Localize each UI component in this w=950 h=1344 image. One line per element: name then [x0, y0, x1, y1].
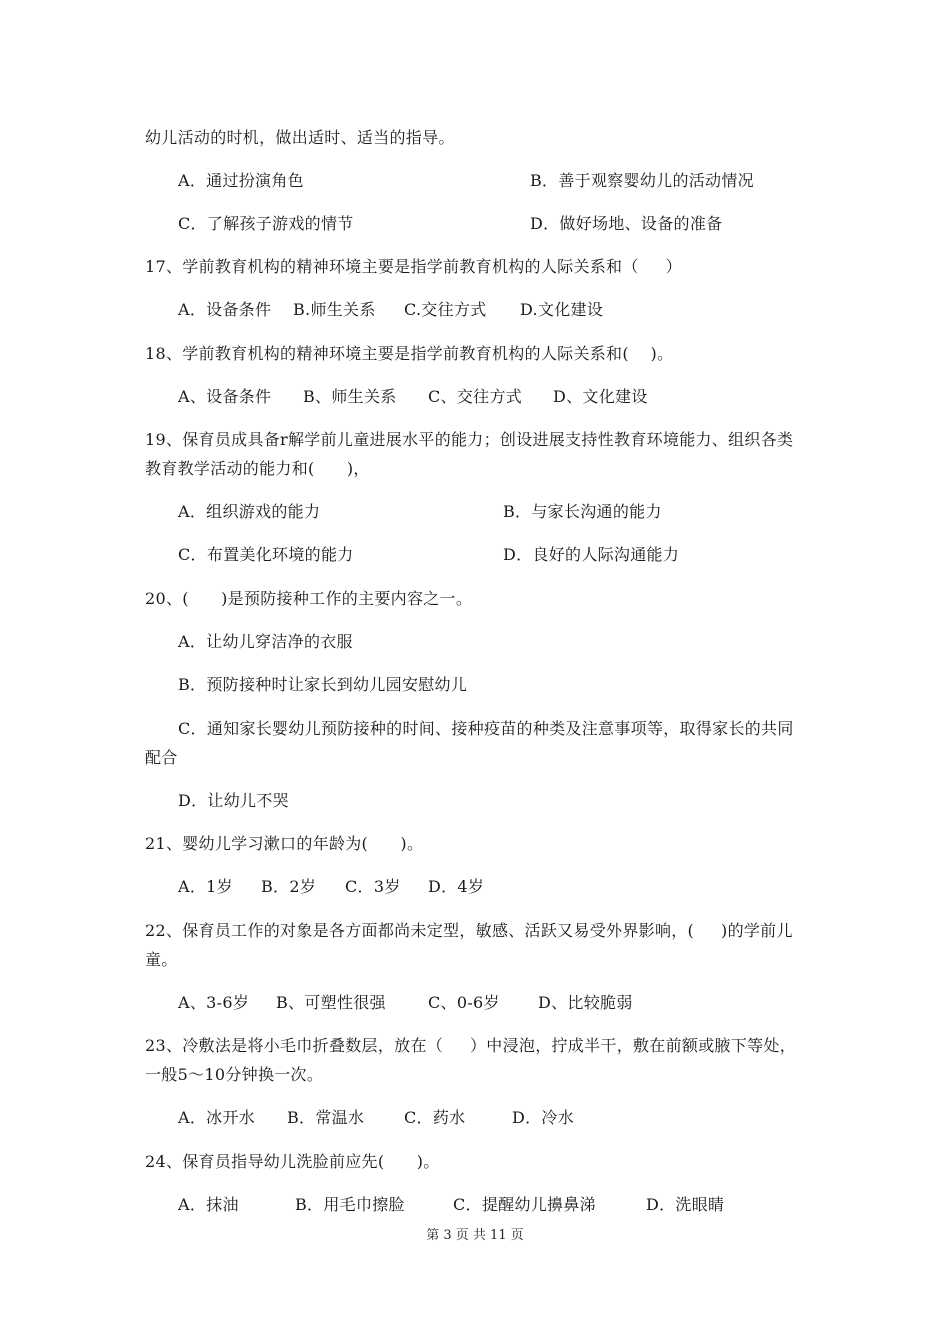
q23-option-d: D．冷水	[512, 1108, 575, 1127]
page-footer: 第 3 页 共 11 页	[426, 1228, 524, 1243]
q24-option-b: B．用毛巾擦脸	[295, 1195, 405, 1214]
q21-option-d: D．4岁	[428, 877, 485, 896]
q20-option-c-line1: C．通知家长婴幼儿预防接种的时间、接种疫苗的种类及注意事项等，取得家长的共同	[178, 719, 794, 738]
q24-option-a: A．抹油	[178, 1195, 239, 1214]
q21-stem: 21、婴幼儿学习漱口的年龄为( )。	[145, 834, 424, 853]
q23-option-a: A．冰开水	[178, 1108, 256, 1127]
q20-option-b: B．预防接种时让家长到幼儿园安慰幼儿	[178, 675, 468, 694]
q18-option-c: C、交往方式	[428, 387, 523, 406]
q19-option-b: B．与家长沟通的能力	[503, 502, 662, 521]
q20-stem: 20、( )是预防接种工作的主要内容之一。	[145, 589, 473, 608]
q17-option-a: A．设备条件	[178, 300, 272, 319]
q20-option-a: A．让幼儿穿洁净的衣服	[178, 632, 353, 651]
q24-option-c: C．提醒幼儿擤鼻涕	[453, 1195, 596, 1214]
q17-option-d: D.文化建设	[520, 300, 604, 319]
q19-option-d: D．良好的人际沟通能力	[503, 545, 680, 564]
q21-option-a: A．1岁	[178, 877, 233, 896]
q16-option-b: B．善于观察婴幼儿的活动情况	[530, 171, 754, 190]
q16-option-d: D．做好场地、设备的准备	[530, 214, 723, 233]
q23-stem-line1: 23、冷敷法是将小毛巾折叠数层，放在（ ）中浸泡，拧成半干，敷在前额或腋下等处，	[145, 1036, 796, 1055]
q18-option-d: D、文化建设	[553, 387, 648, 406]
q18-option-b: B、师生关系	[303, 387, 397, 406]
q23-option-c: C．药水	[404, 1108, 466, 1127]
q21-option-c: C．3岁	[345, 877, 401, 896]
q20-option-d: D．让幼儿不哭	[178, 791, 289, 810]
q23-option-b: B．常温水	[287, 1108, 365, 1127]
q22-option-b: B、可塑性很强	[276, 993, 386, 1012]
q19-stem-line1: 19、保育员成具备r解学前儿童进展水平的能力；创设进展支持性教育环境能力、组织各类	[145, 430, 794, 449]
q22-option-a: A、3-6岁	[178, 993, 250, 1012]
q16-option-a: A．通过扮演角色	[178, 171, 304, 190]
q22-stem-line2: 童。	[145, 950, 178, 969]
q23-stem-line2: 一般5～10分钟换一次。	[145, 1065, 324, 1084]
q24-stem: 24、保育员指导幼儿洗脸前应先( )。	[145, 1152, 440, 1171]
q17-option-b: B.师生关系	[293, 300, 376, 319]
q24-option-d: D．洗眼睛	[646, 1195, 725, 1214]
q17-option-c: C.交往方式	[404, 300, 487, 319]
intro-text: 幼儿活动的时机，做出适时、适当的指导。	[145, 128, 455, 147]
q19-option-c: C．布置美化环境的能力	[178, 545, 354, 564]
q19-option-a: A．组织游戏的能力	[178, 502, 321, 521]
q17-stem: 17、学前教育机构的精神环境主要是指学前教育机构的人际关系和（ ）	[145, 257, 682, 276]
q18-option-a: A、设备条件	[178, 387, 272, 406]
q22-option-c: C、0-6岁	[428, 993, 500, 1012]
q20-option-c-line2: 配合	[145, 748, 178, 767]
q16-option-c: C．了解孩子游戏的情节	[178, 214, 354, 233]
q21-option-b: B．2岁	[261, 877, 317, 896]
q19-stem-line2: 教育教学活动的能力和( )，	[145, 459, 370, 478]
q22-option-d: D、比较脆弱	[538, 993, 633, 1012]
q22-stem-line1: 22、保育员工作的对象是各方面都尚未定型，敏感、活跃又易受外界影响，( )的学前儿	[145, 921, 793, 940]
q18-stem: 18、学前教育机构的精神环境主要是指学前教育机构的人际关系和( )。	[145, 344, 674, 363]
